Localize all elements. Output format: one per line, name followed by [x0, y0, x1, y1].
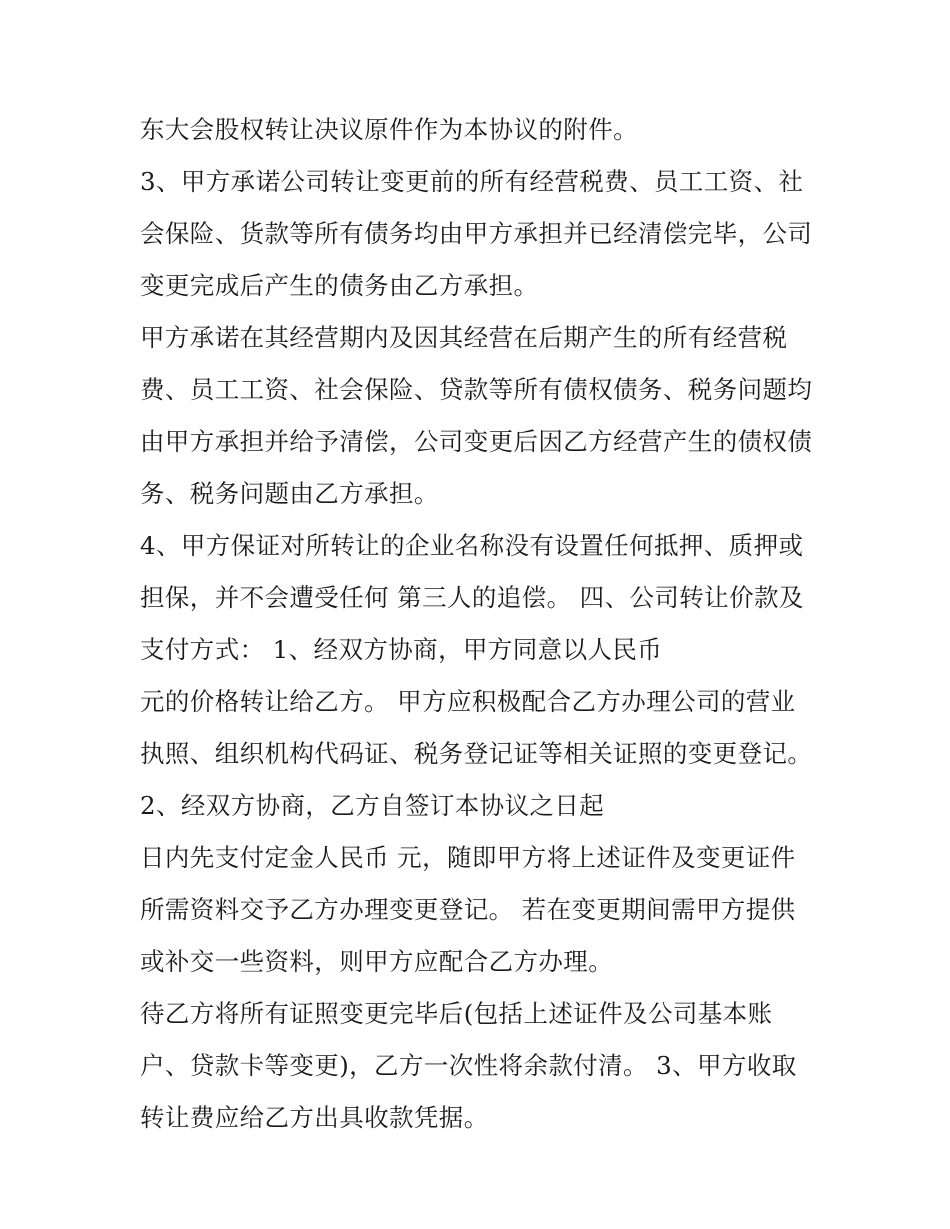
text-line: 或补交一些资料，则甲方应配合乙方办理。	[140, 947, 614, 976]
text-line: 变更完成后产生的债务由乙方承担。	[140, 271, 539, 300]
text-line: 执照、组织机构代码证、税务登记证等相关证照的变更登记。	[140, 739, 813, 768]
text-line: 日内先支付定金人民币 元，随即甲方将上述证件及变更证件	[140, 843, 796, 872]
text-line: 所需资料交予乙方办理变更登记。 若在变更期间需甲方提供	[140, 895, 796, 924]
text-line: 2、经双方协商，乙方自签订本协议之日起	[140, 791, 605, 820]
text-line: 支付方式： 1、经双方协商，甲方同意以人民币	[140, 635, 663, 664]
text-line: 由甲方承担并给予清偿，公司变更后因乙方经营产生的债权债	[140, 427, 813, 456]
text-line: 担保，并不会遭受任何 第三人的追偿。 四、公司转让价款及	[140, 583, 804, 612]
text-line: 3、甲方承诺公司转让变更前的所有经营税费、员工工资、社	[140, 167, 804, 196]
text-line: 东大会股权转让决议原件作为本协议的附件。	[140, 115, 638, 144]
text-line: 4、甲方保证对所转让的企业名称没有设置任何抵押、质押或	[140, 531, 804, 560]
text-line: 元的价格转让给乙方。 甲方应积极配合乙方办理公司的营业	[140, 687, 796, 716]
text-line: 转让费应给乙方出具收款凭据。	[140, 1103, 489, 1132]
text-line: 户、贷款卡等变更)，乙方一次性将余款付清。 3、甲方收取	[140, 1051, 797, 1080]
text-line: 会保险、货款等所有债务均由甲方承担并已经清偿完毕，公司	[140, 219, 813, 248]
text-line: 费、员工工资、社会保险、贷款等所有债权债务、税务问题均	[140, 375, 813, 404]
text-line: 务、税务问题由乙方承担。	[140, 479, 439, 508]
text-line: 甲方承诺在其经营期内及因其经营在后期产生的所有经营税	[140, 323, 788, 352]
text-line: 待乙方将所有证照变更完毕后(包括上述证件及公司基本账	[140, 999, 773, 1028]
document-body	[140, 104, 820, 1144]
